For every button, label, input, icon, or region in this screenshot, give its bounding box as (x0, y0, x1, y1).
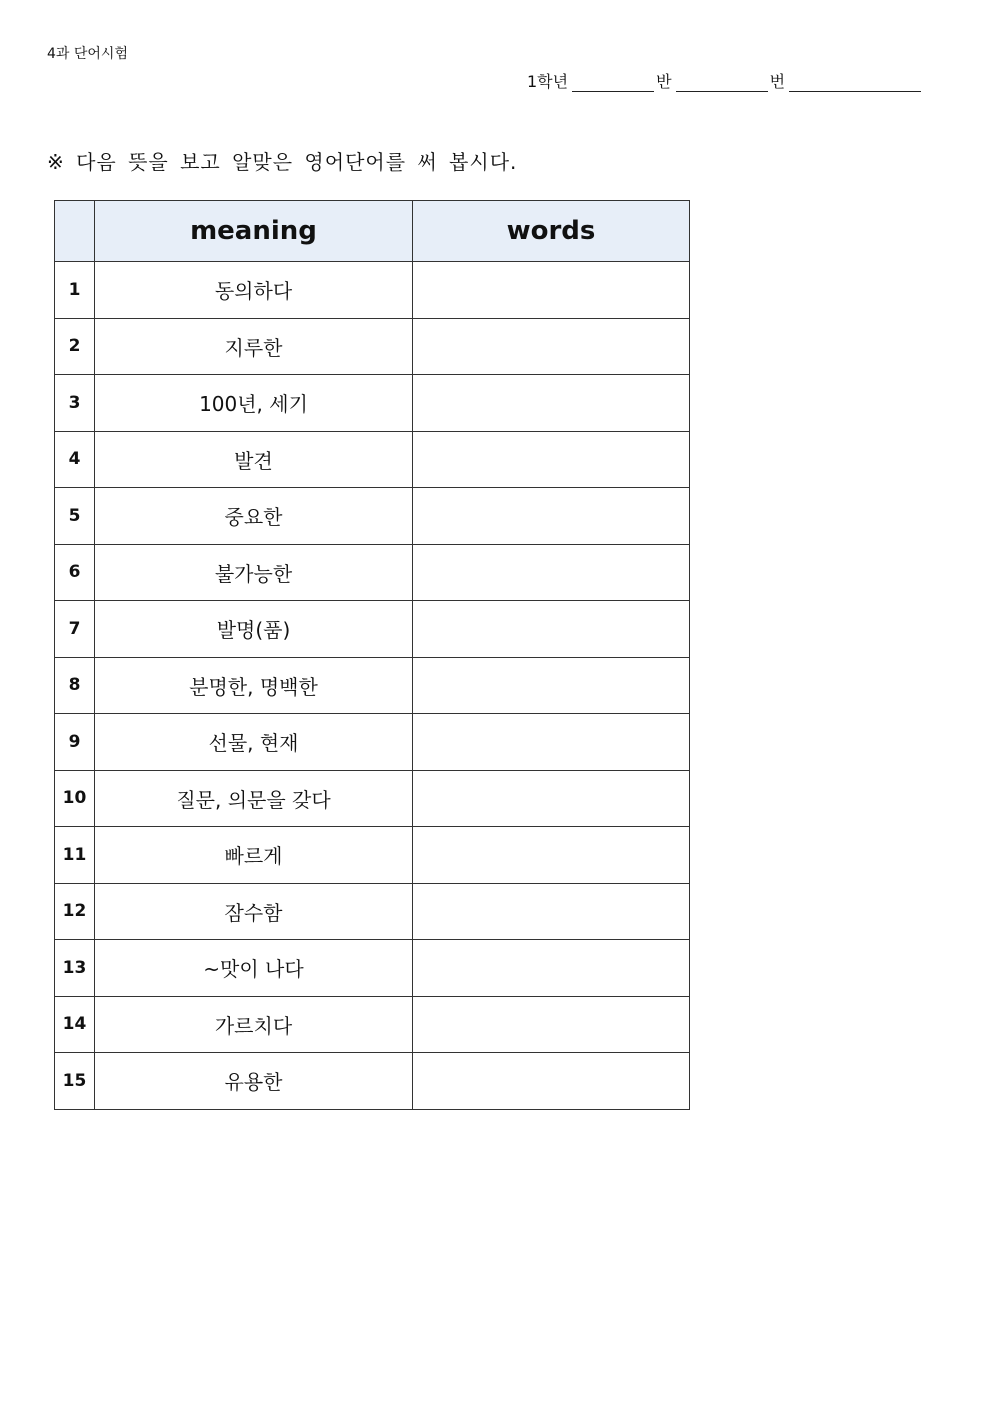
number-blank[interactable] (676, 75, 768, 92)
row-meaning: 100년, 세기 (95, 375, 413, 432)
column-header-number (55, 201, 95, 262)
vocabulary-table (54, 200, 690, 1110)
row-meaning: 질문, 의문을 갖다 (95, 770, 413, 827)
number-label: 번 (769, 72, 786, 91)
row-meaning: 유용한 (95, 1053, 413, 1110)
word-answer-cell[interactable] (413, 996, 690, 1053)
word-answer-cell[interactable] (413, 1053, 690, 1110)
word-answer-cell[interactable] (413, 488, 690, 545)
table-row (55, 770, 690, 827)
row-meaning: 지루한 (95, 318, 413, 375)
row-number: 9 (55, 714, 95, 771)
table-row (55, 601, 690, 658)
row-number: 11 (55, 827, 95, 884)
table-row (55, 940, 690, 997)
class-label: 반 (656, 72, 672, 91)
row-number: 1 (55, 262, 95, 319)
word-answer-cell[interactable] (413, 262, 690, 319)
row-meaning: 발명(품) (95, 601, 413, 658)
class-blank[interactable] (572, 75, 654, 92)
name-blank[interactable] (789, 75, 921, 92)
instruction-text: ※ 다음 뜻을 보고 알맞은 영어단어를 써 봅시다. (47, 150, 518, 174)
document-title: 4과 단어시험 (47, 46, 128, 62)
table-row (55, 1053, 690, 1110)
word-answer-cell[interactable] (413, 827, 690, 884)
row-meaning: 선물, 현재 (95, 714, 413, 771)
grade-label: 1학년 (527, 72, 569, 91)
word-answer-cell[interactable] (413, 883, 690, 940)
row-number: 8 (55, 657, 95, 714)
column-header-words: words (413, 201, 690, 262)
row-number: 13 (55, 940, 95, 997)
table-header-row (55, 201, 690, 262)
row-meaning: 분명한, 명백한 (95, 657, 413, 714)
row-number: 6 (55, 544, 95, 601)
row-number: 14 (55, 996, 95, 1053)
table-row (55, 883, 690, 940)
row-meaning: 잠수함 (95, 883, 413, 940)
row-number: 12 (55, 883, 95, 940)
table-row (55, 375, 690, 432)
table-row (55, 544, 690, 601)
table-row (55, 714, 690, 771)
row-number: 4 (55, 431, 95, 488)
column-header-meaning: meaning (95, 201, 413, 262)
table-row (55, 827, 690, 884)
table-row (55, 431, 690, 488)
table-row (55, 262, 690, 319)
student-info (527, 72, 947, 92)
table-row (55, 996, 690, 1053)
row-number: 5 (55, 488, 95, 545)
table-row (55, 318, 690, 375)
row-number: 7 (55, 601, 95, 658)
word-answer-cell[interactable] (413, 770, 690, 827)
row-meaning: ~맛이 나다 (95, 940, 413, 997)
row-number: 15 (55, 1053, 95, 1110)
row-meaning: 동의하다 (95, 262, 413, 319)
word-answer-cell[interactable] (413, 657, 690, 714)
word-answer-cell[interactable] (413, 714, 690, 771)
table-row (55, 488, 690, 545)
row-meaning: 중요한 (95, 488, 413, 545)
word-answer-cell[interactable] (413, 431, 690, 488)
word-answer-cell[interactable] (413, 601, 690, 658)
row-meaning: 빠르게 (95, 827, 413, 884)
row-number: 3 (55, 375, 95, 432)
table-row (55, 657, 690, 714)
row-number: 2 (55, 318, 95, 375)
word-answer-cell[interactable] (413, 544, 690, 601)
row-number: 10 (55, 770, 95, 827)
row-meaning: 불가능한 (95, 544, 413, 601)
row-meaning: 발견 (95, 431, 413, 488)
word-answer-cell[interactable] (413, 940, 690, 997)
word-answer-cell[interactable] (413, 318, 690, 375)
row-meaning: 가르치다 (95, 996, 413, 1053)
word-answer-cell[interactable] (413, 375, 690, 432)
